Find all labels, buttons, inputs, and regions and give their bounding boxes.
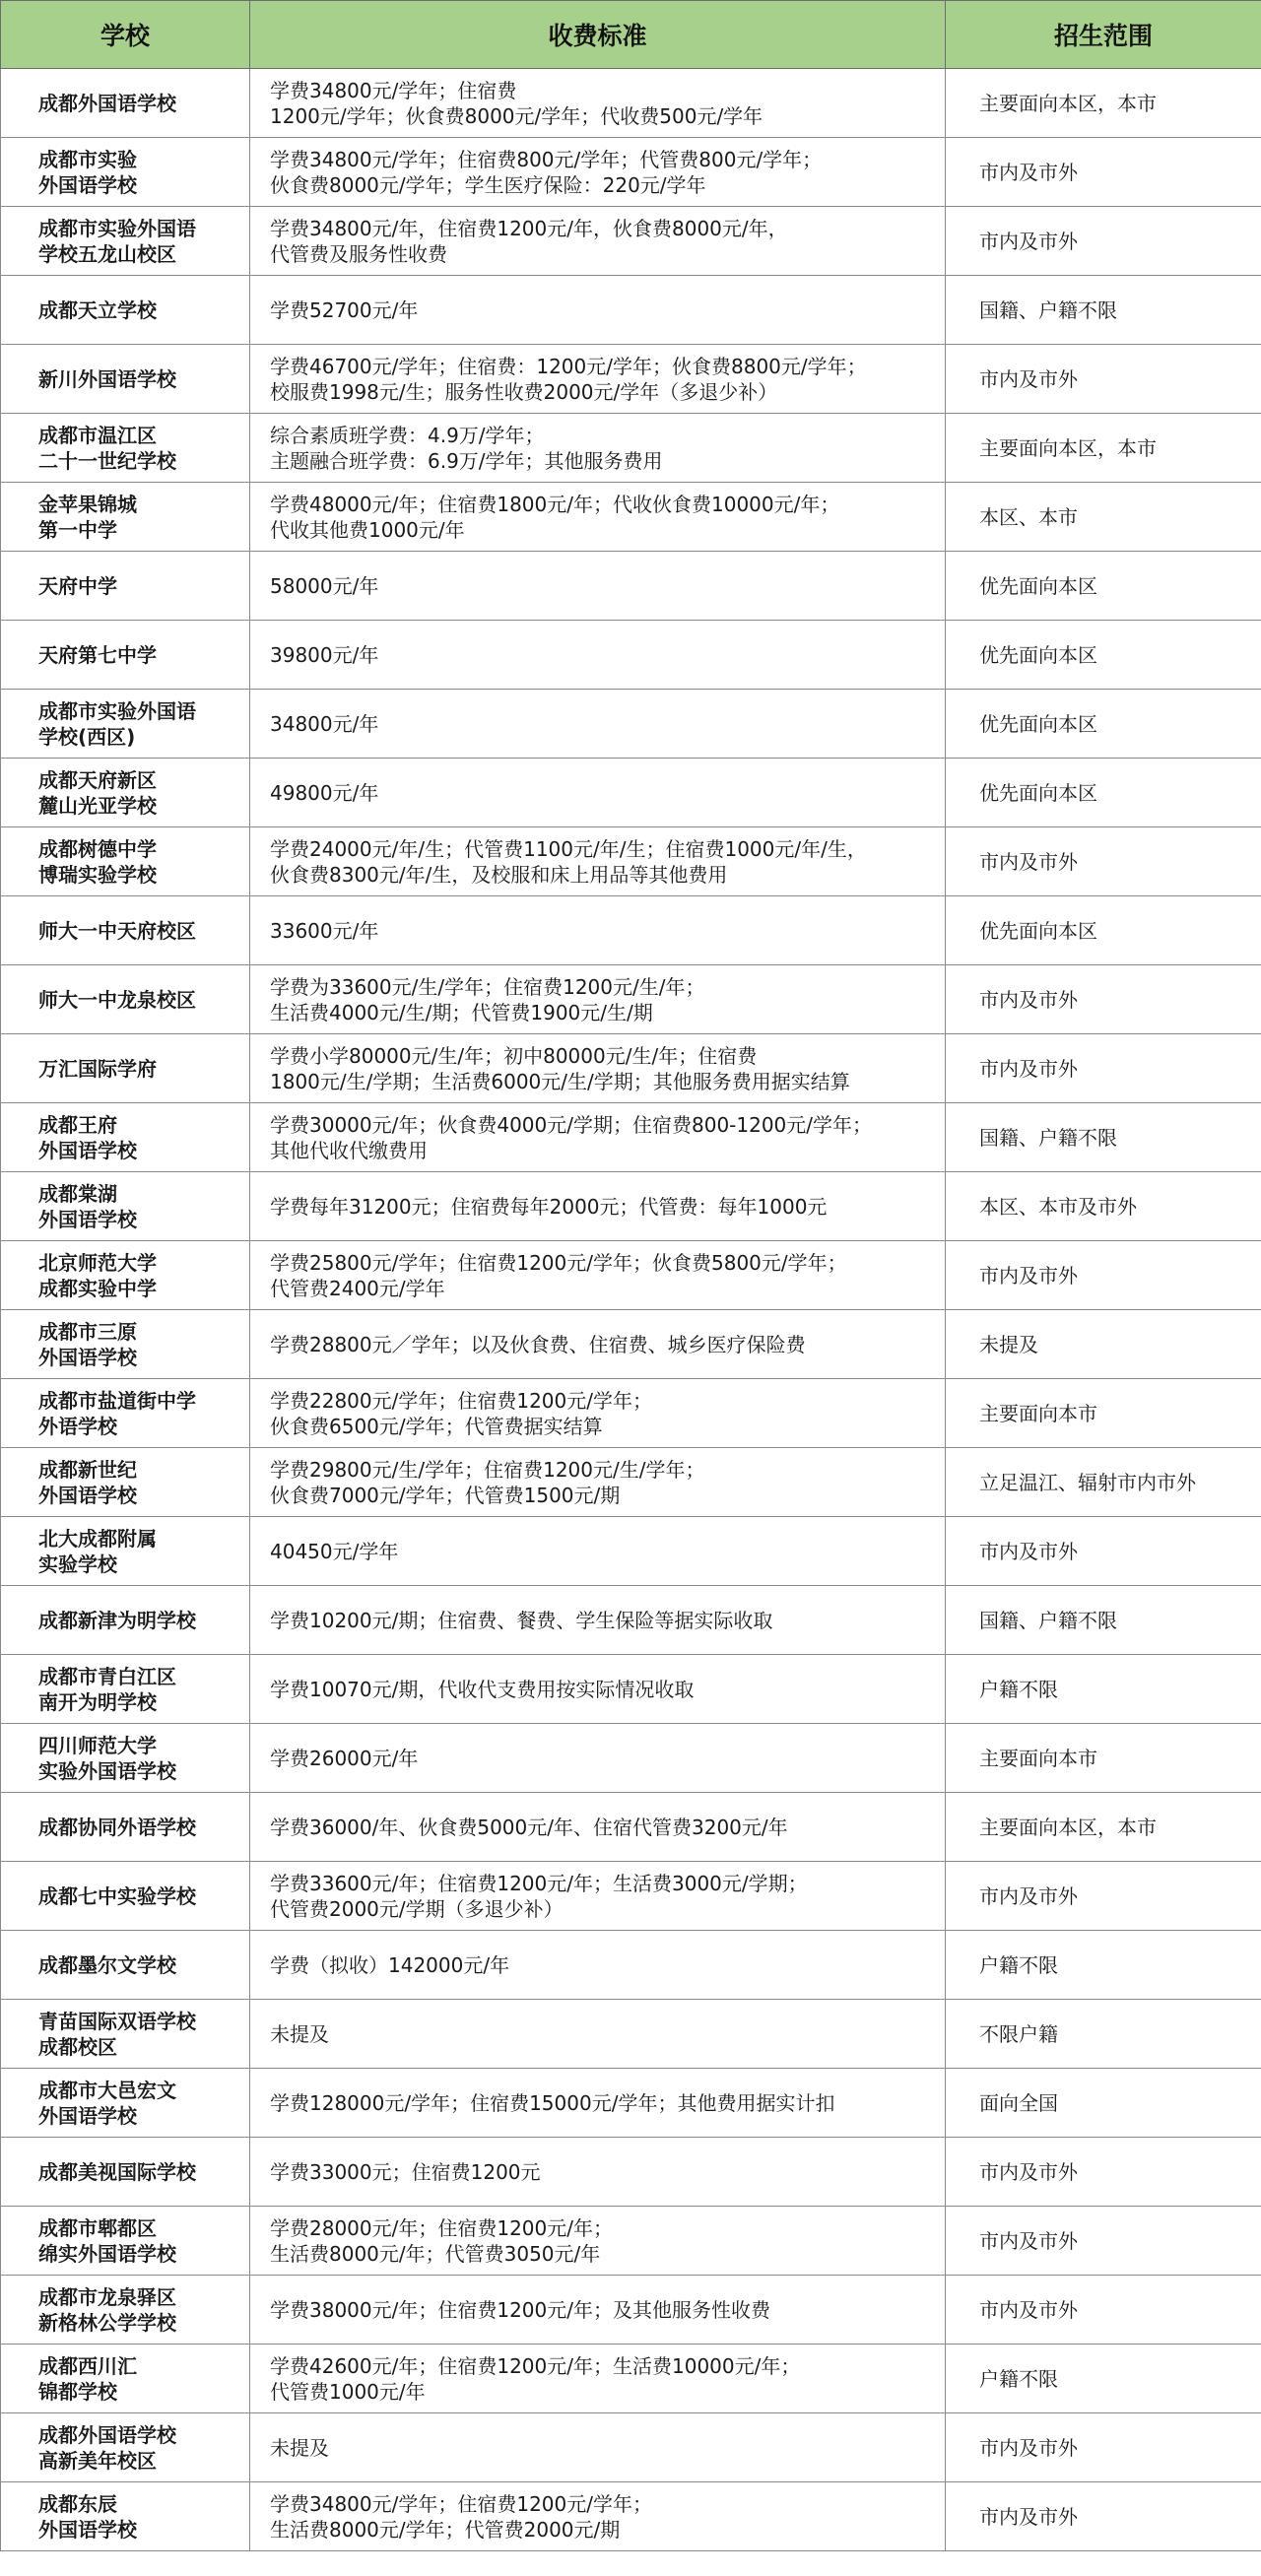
range-cell: 优先面向本区 [946, 621, 1261, 690]
table-row [1, 1310, 1261, 1379]
school-cell: 成都市盐道街中学 外语学校 [1, 1379, 250, 1448]
fee-cell: 40450元/学年 [250, 1517, 946, 1586]
fee-cell: 学费34800元/年，住宿费1200元/年，伙食费8000元/年， 代管费及服务性收费 [250, 207, 946, 276]
table-row [1, 2413, 1261, 2482]
school-cell: 成都新津为明学校 [1, 1586, 250, 1655]
table-row [1, 207, 1261, 276]
range-cell: 户籍不限 [946, 1655, 1261, 1724]
fee-cell: 学费30000元/年；伙食费4000元/学期；住宿费800-1200元/学年； 其他代收代缴费用 [250, 1103, 946, 1172]
school-cell: 成都外国语学校 [1, 69, 250, 138]
school-cell: 成都棠湖 外国语学校 [1, 1172, 250, 1241]
range-cell: 市内及市外 [946, 138, 1261, 207]
fee-cell: 学费29800元/生/学年；住宿费1200元/生/学年； 伙食费7000元/学年；代管费1500元/期 [250, 1448, 946, 1517]
fee-cell: 学费25800元/学年；住宿费1200元/学年；伙食费5800元/学年； 代管费2400元/学年 [250, 1241, 946, 1310]
range-cell: 优先面向本区 [946, 552, 1261, 621]
fee-cell: 学费33600元/年；住宿费1200元/年；生活费3000元/学期； 代管费2000元/学期（多退少补） [250, 1862, 946, 1931]
table-row [1, 2069, 1261, 2138]
range-cell: 优先面向本区 [946, 690, 1261, 759]
school-cell: 成都市实验外国语 学校五龙山校区 [1, 207, 250, 276]
fee-cell: 学费每年31200元；住宿费每年2000元；代管费：每年1000元 [250, 1172, 946, 1241]
fee-cell: 学费28000元/年；住宿费1200元/年； 生活费8000元/年；代管费3050元/年 [250, 2207, 946, 2276]
fee-cell: 学费10070元/期，代收代支费用按实际情况收取 [250, 1655, 946, 1724]
fee-cell: 学费10200元/期；住宿费、餐费、学生保险等据实际收取 [250, 1586, 946, 1655]
header-row [1, 1, 1261, 69]
range-cell: 国籍、户籍不限 [946, 1586, 1261, 1655]
table-row [1, 1379, 1261, 1448]
fee-cell: 学费34800元/学年；住宿费 1200元/学年；伙食费8000元/学年；代收费500元/学年 [250, 69, 946, 138]
table-row [1, 2138, 1261, 2207]
fee-cell: 34800元/年 [250, 690, 946, 759]
range-cell: 市内及市外 [946, 1517, 1261, 1586]
range-cell: 市内及市外 [946, 207, 1261, 276]
fee-cell: 学费34800元/学年；住宿费800元/学年；代管费800元/学年； 伙食费8000元/学年；学生医疗保险：220元/学年 [250, 138, 946, 207]
fee-cell: 33600元/年 [250, 896, 946, 965]
table-row [1, 69, 1261, 138]
school-cell: 成都天立学校 [1, 276, 250, 345]
range-cell: 优先面向本区 [946, 896, 1261, 965]
school-cell: 成都东辰 外国语学校 [1, 2482, 250, 2551]
school-cell: 新川外国语学校 [1, 345, 250, 414]
fee-cell: 学费26000元/年 [250, 1724, 946, 1793]
fee-cell: 学费36000/年、伙食费5000元/年、住宿代管费3200元/年 [250, 1793, 946, 1862]
school-cell: 成都天府新区 麓山光亚学校 [1, 759, 250, 827]
range-cell: 市内及市外 [946, 2207, 1261, 2276]
school-cell: 成都市青白江区 南开为明学校 [1, 1655, 250, 1724]
fee-cell: 学费38000元/年；住宿费1200元/年；及其他服务性收费 [250, 2276, 946, 2345]
school-cell: 金苹果锦城 第一中学 [1, 483, 250, 552]
fee-cell: 学费52700元/年 [250, 276, 946, 345]
table-row [1, 414, 1261, 483]
school-cell: 成都树德中学 博瑞实验学校 [1, 827, 250, 896]
range-cell: 本区、本市及市外 [946, 1172, 1261, 1241]
school-cell: 北京师范大学 成都实验中学 [1, 1241, 250, 1310]
fee-cell: 学费42600元/年；住宿费1200元/年；生活费10000元/年； 代管费1000元/年 [250, 2345, 946, 2413]
table-row [1, 552, 1261, 621]
table-row [1, 759, 1261, 827]
school-cell: 成都墨尔文学校 [1, 1931, 250, 2000]
range-cell: 国籍、户籍不限 [946, 276, 1261, 345]
range-cell: 主要面向本市 [946, 1379, 1261, 1448]
table-row [1, 1586, 1261, 1655]
table-row [1, 2207, 1261, 2276]
range-cell: 市内及市外 [946, 2482, 1261, 2551]
fee-cell: 学费46700元/学年；住宿费：1200元/学年；伙食费8800元/学年； 校服费1998元/生；服务性收费2000元/学年（多退少补） [250, 345, 946, 414]
range-cell: 市内及市外 [946, 345, 1261, 414]
fee-cell: 学费24000元/年/生；代管费1100元/年/生；住宿费1000元/年/生， 伙食费8300元/年/生，及校服和床上用品等其他费用 [250, 827, 946, 896]
range-cell: 市内及市外 [946, 2276, 1261, 2345]
table-row [1, 345, 1261, 414]
table-row [1, 1793, 1261, 1862]
table-row [1, 1517, 1261, 1586]
range-cell: 市内及市外 [946, 1862, 1261, 1931]
range-cell: 国籍、户籍不限 [946, 1103, 1261, 1172]
table-row [1, 276, 1261, 345]
table-row [1, 965, 1261, 1034]
header-school: 学校 [1, 1, 250, 69]
school-cell: 成都市实验 外国语学校 [1, 138, 250, 207]
table-row [1, 1655, 1261, 1724]
school-cell: 青苗国际双语学校 成都校区 [1, 2000, 250, 2069]
range-cell: 市内及市外 [946, 965, 1261, 1034]
fee-cell: 学费33000元；住宿费1200元 [250, 2138, 946, 2207]
fee-cell: 学费为33600元/生/学年；住宿费1200元/生/年； 生活费4000元/生/期；代管费1900元/生/期 [250, 965, 946, 1034]
fee-cell: 未提及 [250, 2000, 946, 2069]
fee-cell: 学费48000元/年；住宿费1800元/年；代收伙食费10000元/年； 代收其他费1000元/年 [250, 483, 946, 552]
fee-cell: 39800元/年 [250, 621, 946, 690]
table-row [1, 621, 1261, 690]
range-cell: 不限户籍 [946, 2000, 1261, 2069]
school-cell: 成都美视国际学校 [1, 2138, 250, 2207]
table-row [1, 1241, 1261, 1310]
fee-cell: 学费34800元/学年；住宿费1200元/学年； 生活费8000元/学年；代管费2000元/期 [250, 2482, 946, 2551]
header-fee: 收费标准 [250, 1, 946, 69]
school-cell: 天府第七中学 [1, 621, 250, 690]
school-cell: 成都外国语学校 高新美年校区 [1, 2413, 250, 2482]
table-row [1, 2482, 1261, 2551]
range-cell: 本区、本市 [946, 483, 1261, 552]
range-cell: 户籍不限 [946, 2345, 1261, 2413]
table-row [1, 1931, 1261, 2000]
fee-cell: 学费小学80000元/生/年；初中80000元/生/年；住宿费 1800元/生/学期；生活费6000元/生/学期；其他服务费用据实结算 [250, 1034, 946, 1103]
school-cell: 成都市三原 外国语学校 [1, 1310, 250, 1379]
school-cell: 北大成都附属 实验学校 [1, 1517, 250, 1586]
range-cell: 主要面向本市 [946, 1724, 1261, 1793]
table-row [1, 1034, 1261, 1103]
school-cell: 师大一中天府校区 [1, 896, 250, 965]
range-cell: 主要面向本区，本市 [946, 69, 1261, 138]
range-cell: 市内及市外 [946, 827, 1261, 896]
table-row [1, 483, 1261, 552]
fee-cell: 学费28800元／学年；以及伙食费、住宿费、城乡医疗保险费 [250, 1310, 946, 1379]
range-cell: 面向全国 [946, 2069, 1261, 2138]
range-cell: 立足温江、辐射市内市外 [946, 1448, 1261, 1517]
school-cell: 成都王府 外国语学校 [1, 1103, 250, 1172]
school-cell: 成都西川汇 锦都学校 [1, 2345, 250, 2413]
fee-cell: 学费22800元/学年；住宿费1200元/学年； 伙食费6500元/学年；代管费据实结算 [250, 1379, 946, 1448]
table-row [1, 1448, 1261, 1517]
table-row [1, 1103, 1261, 1172]
school-cell: 成都新世纪 外国语学校 [1, 1448, 250, 1517]
school-cell: 天府中学 [1, 552, 250, 621]
header-range: 招生范围 [946, 1, 1261, 69]
table-row [1, 690, 1261, 759]
school-cell: 成都市温江区 二十一世纪学校 [1, 414, 250, 483]
range-cell: 市内及市外 [946, 1034, 1261, 1103]
table-row [1, 1172, 1261, 1241]
school-cell: 成都市龙泉驿区 新格林公学学校 [1, 2276, 250, 2345]
fee-cell: 学费128000元/学年；住宿费15000元/学年；其他费用据实计扣 [250, 2069, 946, 2138]
fee-cell: 49800元/年 [250, 759, 946, 827]
range-cell: 优先面向本区 [946, 759, 1261, 827]
school-cell: 万汇国际学府 [1, 1034, 250, 1103]
fee-cell: 未提及 [250, 2413, 946, 2482]
table-row [1, 2000, 1261, 2069]
fee-cell: 综合素质班学费：4.9万/学年； 主题融合班学费：6.9万/学年；其他服务费用 [250, 414, 946, 483]
table-row [1, 896, 1261, 965]
table-row [1, 138, 1261, 207]
school-cell: 成都七中实验学校 [1, 1862, 250, 1931]
range-cell: 户籍不限 [946, 1931, 1261, 2000]
table-row [1, 2276, 1261, 2345]
range-cell: 市内及市外 [946, 1241, 1261, 1310]
school-cell: 成都协同外语学校 [1, 1793, 250, 1862]
range-cell: 主要面向本区，本市 [946, 1793, 1261, 1862]
school-cell: 四川师范大学 实验外国语学校 [1, 1724, 250, 1793]
range-cell: 主要面向本区，本市 [946, 414, 1261, 483]
table-row [1, 827, 1261, 896]
school-cell: 成都市郫都区 绵实外国语学校 [1, 2207, 250, 2276]
range-cell: 未提及 [946, 1310, 1261, 1379]
fee-cell: 58000元/年 [250, 552, 946, 621]
table-row [1, 2345, 1261, 2413]
range-cell: 市内及市外 [946, 2413, 1261, 2482]
fee-cell: 学费（拟收）142000元/年 [250, 1931, 946, 2000]
table-row [1, 1862, 1261, 1931]
school-cell: 师大一中龙泉校区 [1, 965, 250, 1034]
range-cell: 市内及市外 [946, 2138, 1261, 2207]
school-cell: 成都市大邑宏文 外国语学校 [1, 2069, 250, 2138]
school-cell: 成都市实验外国语 学校(西区) [1, 690, 250, 759]
table-row [1, 1724, 1261, 1793]
